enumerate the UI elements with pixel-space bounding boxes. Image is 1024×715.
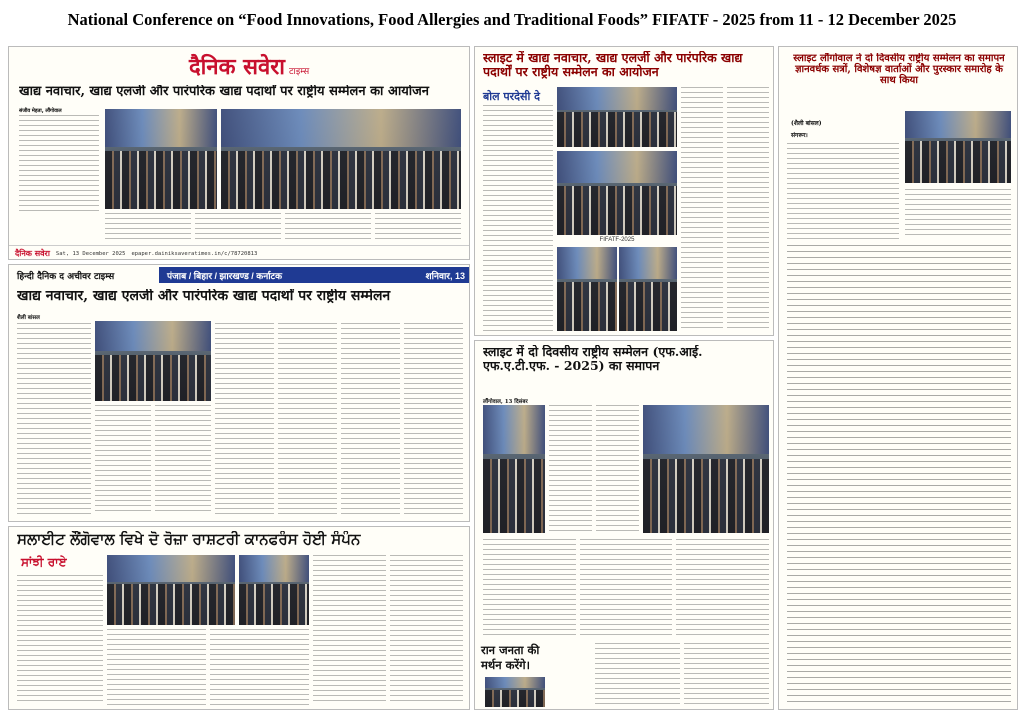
article-body [105,213,461,243]
article-body [905,189,1011,239]
event-photo [905,111,1011,183]
news-clipping-right [778,46,1018,710]
event-photo [643,405,769,533]
article-body [483,539,769,639]
section-strip [159,267,470,283]
credit: (शैली बांसल) [791,120,822,127]
article-body [549,405,639,533]
event-photo [485,677,545,707]
news-clipping-dainik-savera [8,46,470,260]
news-clipping-punjabi [8,526,470,710]
masthead: बोल परदेसी दे [483,90,540,103]
masthead: ਸਾਂਝੀ ਰਾਏ [21,555,67,569]
article-body [215,323,463,515]
headline: ਸਲਾਈਟ ਲੌਂਗੋਵਾਲ ਵਿਖੇ ਦੋ ਰੋਜ਼ਾ ਰਾਸ਼ਟਰੀ ਕਾਨਫਰੰਸ ਹੋਈ ਸੰਪੰਨ [17,531,361,548]
lead: संगरूर। [791,132,808,139]
section-date: शनिवार, 13 [425,270,465,281]
masthead: हिन्दी दैनिक द अचीवर टाइम्स [17,272,115,282]
article-body [107,629,309,705]
event-photo [95,321,211,401]
section-label: पंजाब / बिहार / झारखण्ड / कर्नाटक [167,270,282,281]
headline: खाद्य नवाचार, खाद्य एलर्जी और पारंपरिक खाद्य पदार्थों पर राष्ट्रीय सम्मेलन का आयोजन [19,85,430,99]
epaper-url: epaper.dainiksaveratimes.in/c/78720813 [131,250,258,257]
byline: संजीव मेहता, लौंगोवाल [19,108,62,114]
article-body [17,575,103,705]
article-body [787,245,1011,703]
event-photo [557,87,677,147]
side-headline [481,643,591,673]
masthead-sub: टाइम्स [288,67,310,77]
headline: खाद्य नवाचार, खाद्य एलर्जी और पारंपरिक खाद्य पदार्थों पर राष्ट्रीय सम्मेलन [17,289,391,304]
news-clipping-achiever-times [8,264,470,522]
date-line: लौंगोवाल, 13 दिसंबर [483,399,528,405]
event-photo [619,247,677,331]
masthead-title: दैनिक सवेरा [189,54,285,80]
side-headline-line1: रान जनता की [481,643,540,657]
side-headline-line2: मर्थन करेंगे। [481,657,530,672]
byline: शैली बांसल [17,315,40,321]
event-photo [221,109,461,209]
event-photo [239,555,309,625]
footer-bar [9,245,470,260]
article-body [313,555,463,705]
footer-logo: दैनिक सवेरा [15,248,50,258]
article-body-col1 [19,115,99,215]
article-body [681,87,769,331]
headline: स्लाइट में खाद्य नवाचार, खाद्य एलर्जी और पारंपरिक खाद्य पदार्थों पर राष्ट्रीय सम्मेलन का आयोजन [483,51,743,79]
article-body [595,643,769,707]
event-photo [483,405,545,533]
article-body [95,405,211,515]
news-clipping-bol-pardesi [474,46,774,336]
page-title: National Conference on “Food Innovations, Food Allergies and Traditional Foods” FIFATF - 2025 from 11 - 12 December 2025 [67,10,957,29]
event-photo [105,109,217,209]
event-photo [107,555,235,625]
event-photo [557,247,617,331]
article-body [17,323,91,515]
article-body [483,105,553,331]
event-photo [557,151,677,235]
dateline: Sat, 13 December 2025 [55,250,126,257]
photo-caption: FIFATF-2025 [599,237,635,243]
masthead [189,51,309,81]
article-body [787,143,899,239]
news-clipping-conclusion [474,340,774,710]
headline: स्लाइट में दो दिवसीय राष्ट्रीय सम्मेलन (एफ.आई. एफ.ए.टी.एफ. - 2025) का समापन [483,345,703,373]
headline: स्लाइट लौंगोवाल ने दो दिवसीय राष्ट्रीय सम्मेलन का समापन ज्ञानवर्धक सत्रों, विशेषज्ञ वार्ताओं और पुरस्कार समारोह के साथ किया [793,53,1005,87]
